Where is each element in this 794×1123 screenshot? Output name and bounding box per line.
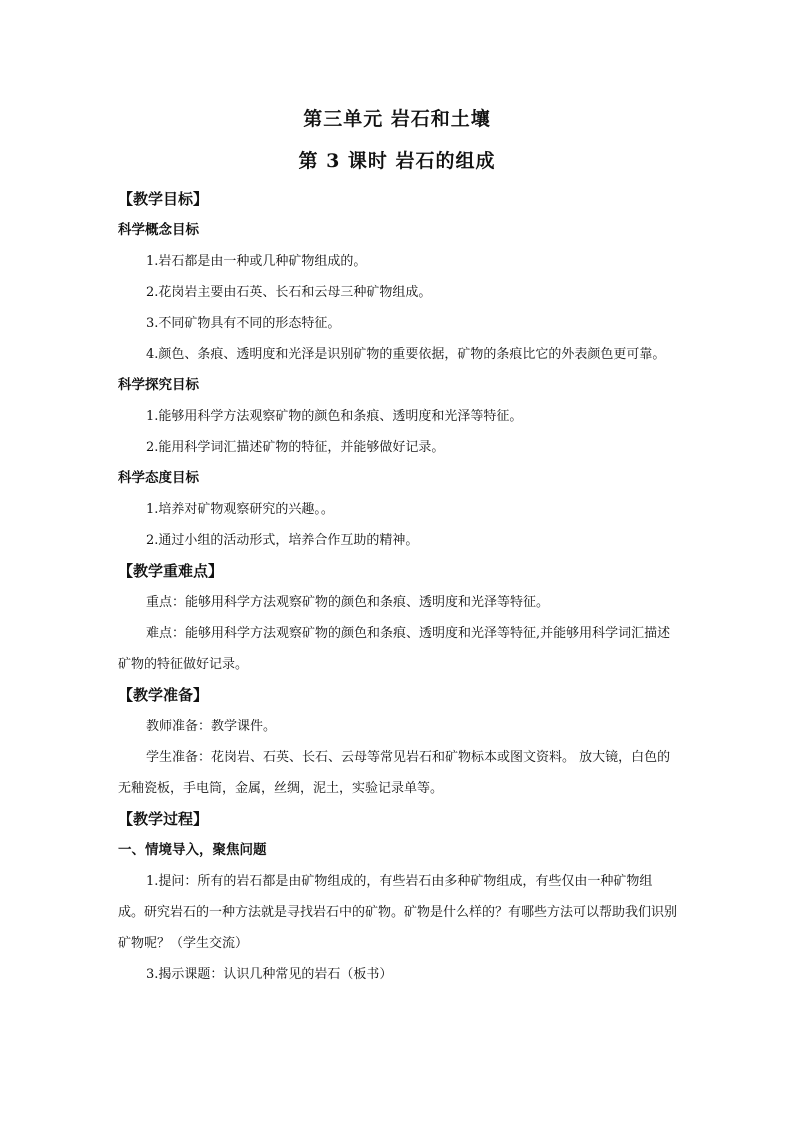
teaching-goals-heading: 【教学目标】 xyxy=(118,190,209,208)
concept-goal-item: 4.颜色、条痕、透明度和光泽是识别矿物的重要依据，矿物的条痕比它的外表颜色更可靠。 xyxy=(146,347,666,362)
concept-goals-heading: 科学概念目标 xyxy=(118,222,199,238)
inquiry-goal-item: 1.能够用科学方法观察矿物的颜色和条痕、透明度和光泽等特征。 xyxy=(146,409,523,424)
unit-title: 第三单元 岩石和土壤 xyxy=(303,108,491,130)
key-point-item: 重点：能够用科学方法观察矿物的颜色和条痕、透明度和光泽等特征。 xyxy=(146,595,550,610)
concept-goal-item: 1.岩石都是由一种或几种矿物组成的。 xyxy=(146,254,367,269)
document-body xyxy=(118,184,678,990)
inquiry-goals-heading: 科学探究目标 xyxy=(118,377,199,393)
inquiry-goal-item: 2.能用科学词汇描述矿物的特征，并能够做好记录。 xyxy=(146,440,445,455)
concept-goal-item: 3.不同矿物具有不同的形态特征。 xyxy=(146,316,341,331)
key-points-heading: 【教学重难点】 xyxy=(118,562,224,580)
attitude-goal-item: 1.培养对矿物观察研究的兴趣。。 xyxy=(146,502,334,517)
attitude-goal-item: 2.通过小组的活动形式，培养合作互助的精神。 xyxy=(146,533,419,548)
preparation-heading: 【教学准备】 xyxy=(118,686,209,704)
student-prep-item: 学生准备：花岗岩、石英、长石、云母等常见岩石和矿物标本或图文资料。 放大镜，白色的无釉瓷板，手电筒，金属，丝绸，泥土，实验记录单等。 xyxy=(118,750,671,796)
teacher-prep-item: 教师准备：教学课件。 xyxy=(146,719,277,734)
attitude-goals-heading: 科学态度目标 xyxy=(118,470,199,486)
process-step-item: 3.揭示课题：认识几种常见的岩石（板书） xyxy=(146,967,393,982)
process-section-heading: 一、情境导入，聚焦问题 xyxy=(118,842,267,858)
process-step-item: 1.提问：所有的岩石都是由矿物组成的，有些岩石由多种矿物组成，有些仅由一种矿物组成。研究岩石的一种方法就是寻找岩石中的矿物。矿物是什么样的？有哪些方法可以帮助我们识别矿物呢？（学生交流） xyxy=(118,874,678,951)
lesson-title: 第 3 课时 岩石的组成 xyxy=(298,150,496,172)
concept-goal-item: 2.花岗岩主要由石英、长石和云母三种矿物组成。 xyxy=(146,285,432,300)
difficult-point-item: 难点：能够用科学方法观察矿物的颜色和条痕、透明度和光泽等特征,并能够用科学词汇描述矿物的特征做好记录。 xyxy=(118,626,671,672)
process-heading: 【教学过程】 xyxy=(118,810,209,828)
